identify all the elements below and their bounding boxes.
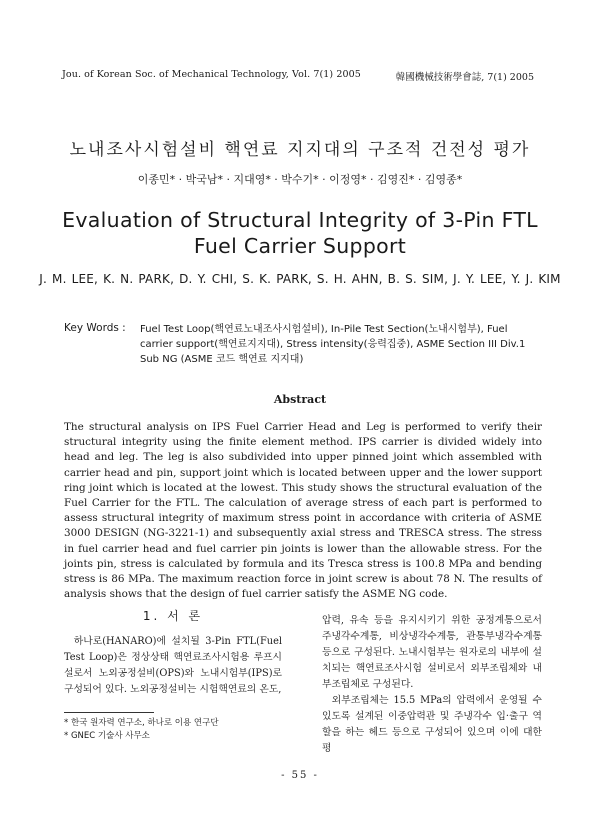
authors-english: J. M. LEE, K. N. PARK, D. Y. CHI, S. K. PARK, S. H. AHN, B. S. SIM, J. Y. LEE, Y. J. KIM bbox=[39, 272, 561, 286]
footnote-2: * GNEC 기술사 사무소 bbox=[64, 731, 150, 741]
title-en-line1: Evaluation of Structural Integrity of 3-Pin FTL bbox=[62, 208, 538, 232]
page-number: - 55 - bbox=[281, 770, 319, 781]
footnote-1: * 한국 원자력 연구소, 하나로 이용 연구단 bbox=[64, 718, 219, 728]
section-title-introduction: 1. 서 론 bbox=[142, 609, 204, 623]
title-en-line2: Fuel Carrier Support bbox=[193, 234, 407, 258]
keywords-text: Fuel Test Loop(핵연료노내조사시험설비), In-Pile Test Section(노내시험부), Fuel carrier support(핵연료지지대), Stress intensity(응력집중), ASME Section III Div.1 Sub NG (ASME 코드 핵연료 지지대) bbox=[140, 324, 526, 365]
intro-left-column bbox=[64, 634, 282, 698]
abstract-body: The structural analysis on IPS Fuel Carrier Head and Leg is performed to verify their structural integrity using the finite element method. IPS carrier is divided widely into head and leg. The leg is also subdivided into upper pinned joint which assembled with carrier head and pin, support joint which is located between upper and the lower support ring joint which is located at the lowest. This study shows the structural evaluation of the Fuel Carrier for the FTL. The calculation of average stress of each part is performed to assess structural integrity of maximum stress point in accordance with criteria of ASME 3000 DESIGN (NG-3221-1) and subsequently axial stress and TRESCA stress. The stress in fuel carrier head and fuel carrier pin joints is lower than the allowable stress. For the joints pin, stress is calculated by formula and its Tresca stress is 100.8 MPa and bending stress is 86 MPa. The maximum reaction force in joint screw is about 78 N. The results of analysis shows that the design of fuel carrier satisfy the ASME NG code. bbox=[64, 421, 542, 601]
footnote-divider bbox=[64, 712, 154, 713]
abstract-heading: Abstract bbox=[273, 393, 327, 406]
paper-title-korean: 노내조사시험설비 핵연료 지지대의 구조적 건전성 평가 bbox=[69, 140, 531, 160]
journal-header-right: 韓國機械技術學會誌, 7(1) 2005 bbox=[395, 72, 534, 83]
intro-paragraph-right-2: 외부조립체는 15.5 MPa의 압력에서 운영될 수 있도록 설계된 이중압력관 및 주냉각수 입·출구 역할을 하는 헤드 등으로 구성되어 있으며 이에 대한 평 bbox=[322, 695, 542, 754]
intro-right-column bbox=[322, 613, 542, 757]
authors-korean: 이종민* · 박국남* · 지대영* · 박수기* · 이정영* · 김영진* · 김영종* bbox=[137, 173, 463, 186]
journal-header-left: Jou. of Korean Soc. of Mechanical Technology, Vol. 7(1) 2005 bbox=[62, 69, 361, 80]
footnotes bbox=[64, 717, 294, 743]
paper-title-english bbox=[0, 207, 600, 259]
intro-paragraph-left: 하나로(HANARO)에 설치될 3-Pin FTL(Fuel Test Loop)은 정상상태 핵연료조사시험용 루프시설로서 노외공정설비(OPS)와 노내시험부(IPS)로 구성되어 있다. 노외공정설비는 시험핵연료의 온도, bbox=[64, 636, 282, 695]
intro-paragraph-right-1: 압력, 유속 등을 유지시키기 위한 공정계통으로서 주냉각수계통, 비상냉각수계통, 관통부냉각수계통 등으로 구성된다. 노내시험부는 원자로의 내부에 설치되는 핵연료조사시험 설비로서 외부조립체와 내부조립체로 구성된다. bbox=[322, 615, 542, 690]
keywords-label: Key Words : bbox=[64, 322, 126, 334]
